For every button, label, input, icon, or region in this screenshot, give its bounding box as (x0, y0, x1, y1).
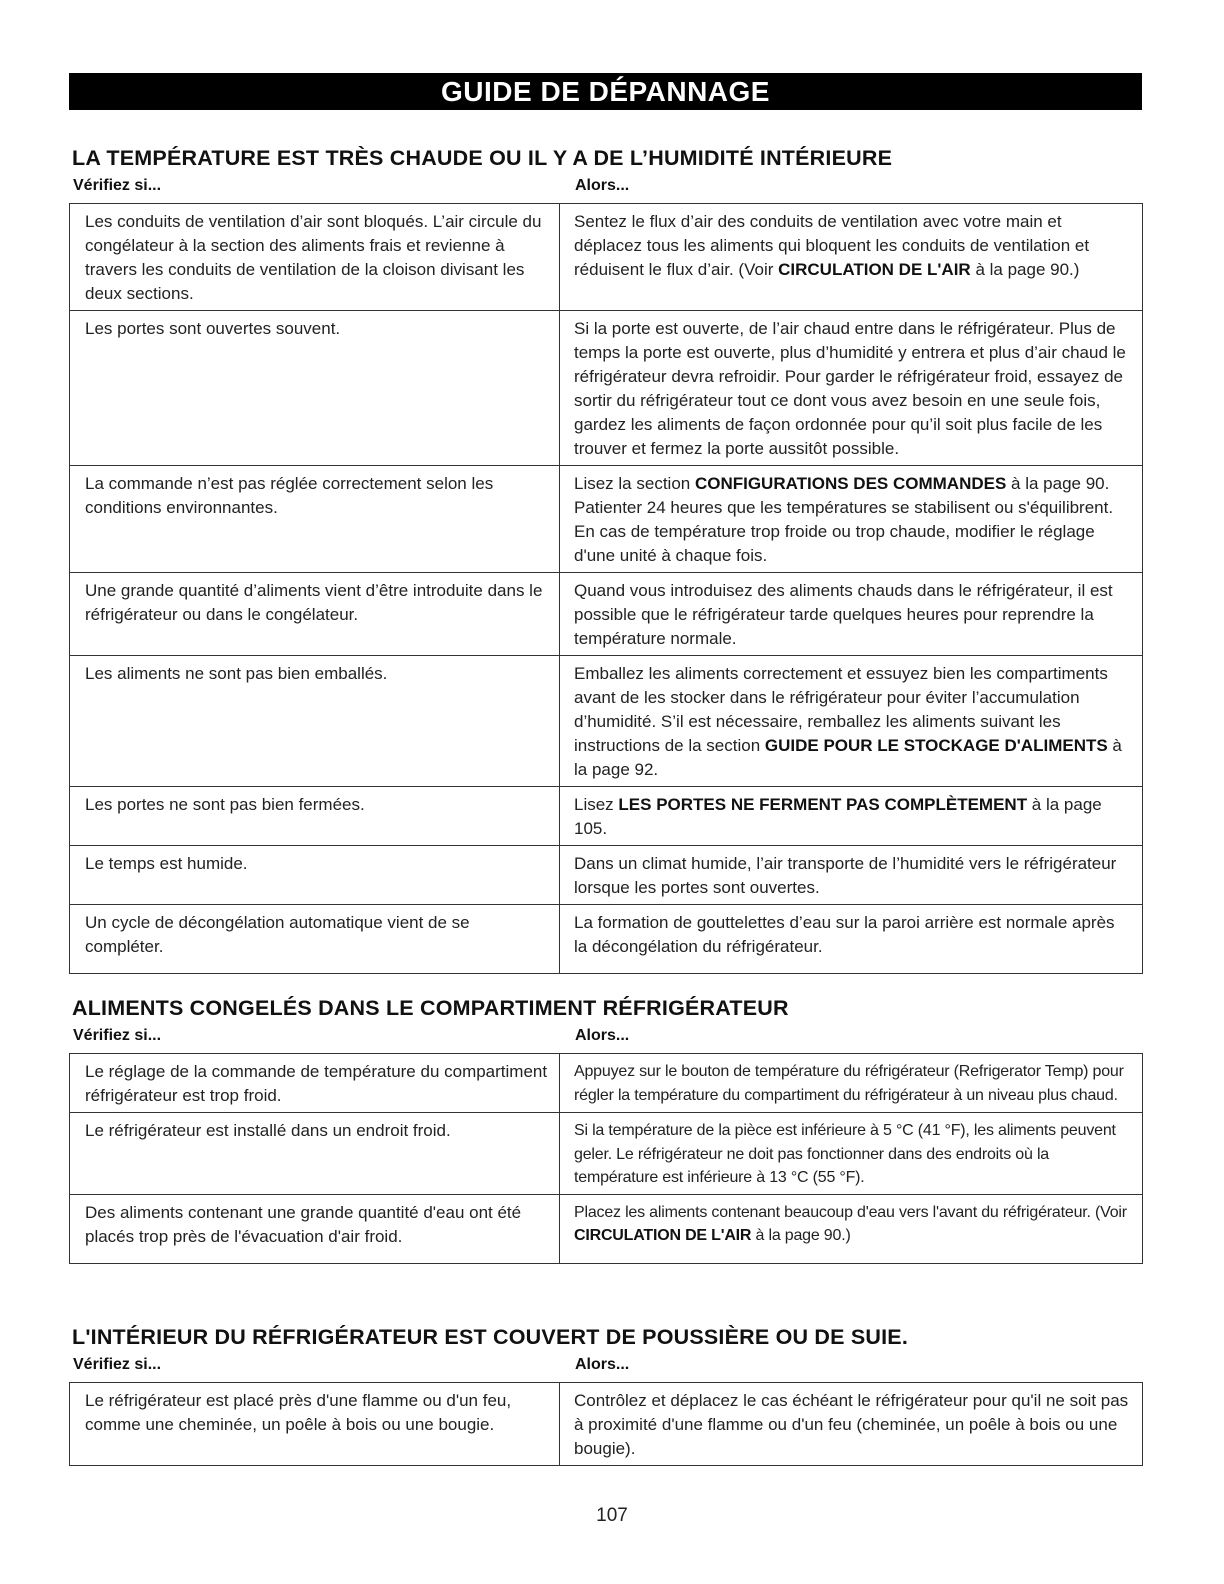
table-row (70, 1054, 1143, 1113)
check-cell: Les conduits de ventilation d’air sont bloqués. L’air circule du congélateur à la section des aliments frais et revienne à travers les conduits de ventilation de la cloison divisant les deux sections. (70, 204, 560, 311)
check-cell: Le réfrigérateur est placé près d'une flamme ou d'un feu, comme une cheminée, un poêle à bois ou une bougie. (70, 1383, 560, 1466)
table-row (70, 573, 1143, 656)
check-cell: Un cycle de décongélation automatique vient de se compléter. (70, 905, 560, 974)
column-header-check: Vérifiez si... (73, 1356, 162, 1373)
solution-cell: Appuyez sur le bouton de température du réfrigérateur (Refrigerator Temp) pour régler la température du compartiment du réfrigérateur à un niveau plus chaud. (560, 1054, 1143, 1113)
solution-cell: Dans un climat humide, l’air transporte de l’humidité vers le réfrigérateur lorsque les portes sont ouvertes. (560, 846, 1143, 905)
check-cell: Les portes ne sont pas bien fermées. (70, 787, 560, 846)
solution-cell: Placez les aliments contenant beaucoup d'eau vers l'avant du réfrigérateur. (Voir CIRCULATION DE L'AIR à la page 90.) (560, 1194, 1143, 1263)
table-row (70, 1194, 1143, 1263)
table-row (70, 466, 1143, 573)
check-cell: Les aliments ne sont pas bien emballés. (70, 656, 560, 787)
section-temperature-humidity (69, 145, 1142, 974)
cross-reference: LES PORTES NE FERMENT PAS COMPLÈTEMENT (618, 795, 1028, 814)
table-row (70, 905, 1143, 974)
check-cell: La commande n’est pas réglée correctement selon les conditions environnantes. (70, 466, 560, 573)
section-dust-soot (69, 1324, 1142, 1466)
troubleshooting-table (69, 1382, 1143, 1466)
solution-cell: Lisez LES PORTES NE FERMENT PAS COMPLÈTEMENT à la page 105. (560, 787, 1143, 846)
solution-cell: Si la température de la pièce est inférieure à 5 °C (41 °F), les aliments peuvent geler. Le réfrigérateur ne doit pas fonctionner dans des endroits où la température est inférieure à 13 °C (55 °F). (560, 1113, 1143, 1195)
table-row (70, 787, 1143, 846)
table-row (70, 846, 1143, 905)
column-header-check: Vérifiez si... (73, 177, 162, 194)
solution-cell: Contrôlez et déplacez le cas échéant le réfrigérateur pour qu'il ne soit pas à proximité d'une flamme ou d'un feu (cheminée, un poêle à bois ou une bougie). (560, 1383, 1143, 1466)
check-cell: Une grande quantité d’aliments vient d’être introduite dans le réfrigérateur ou dans le congélateur. (70, 573, 560, 656)
column-header-then: Alors... (575, 177, 630, 194)
table-row (70, 311, 1143, 466)
check-cell: Le temps est humide. (70, 846, 560, 905)
check-cell: Le réglage de la commande de température du compartiment réfrigérateur est trop froid. (70, 1054, 560, 1113)
column-header-check: Vérifiez si... (73, 1027, 162, 1044)
section-title: L'INTÉRIEUR DU RÉFRIGÉRATEUR EST COUVERT DE POUSSIÈRE OU DE SUIE. (72, 1325, 908, 1349)
table-row (70, 204, 1143, 311)
check-cell: Les portes sont ouvertes souvent. (70, 311, 560, 466)
solution-cell: La formation de gouttelettes d’eau sur la paroi arrière est normale après la décongélation du réfrigérateur. (560, 905, 1143, 974)
solution-cell: Si la porte est ouverte, de l’air chaud entre dans le réfrigérateur. Plus de temps la porte est ouverte, plus d’humidité y entrera et plus d’air chaud le réfrigérateur devra refroidir. Pour garder le réfrigérateur froid, essayez de sortir du réfrigérateur tout ce dont vous avez besoin en une seule fois, gardez les aliments de façon ordonnée pour qu’il soit plus facile de les trouver et fermez la porte aussitôt possible. (560, 311, 1143, 466)
table-row (70, 656, 1143, 787)
solution-cell: Quand vous introduisez des aliments chauds dans le réfrigérateur, il est possible que le réfrigérateur tarde quelques heures pour reprendre la température normale. (560, 573, 1143, 656)
table-row (70, 1113, 1143, 1195)
cross-reference: CIRCULATION DE L'AIR (778, 260, 971, 279)
page-number: 107 (596, 1505, 628, 1526)
check-cell: Des aliments contenant une grande quantité d'eau ont été placés trop près de l'évacuation d'air froid. (70, 1194, 560, 1263)
check-cell: Le réfrigérateur est installé dans un endroit froid. (70, 1113, 560, 1195)
column-header-then: Alors... (575, 1356, 630, 1373)
section-frozen-food (69, 995, 1142, 1264)
solution-cell: Lisez la section CONFIGURATIONS DES COMMANDES à la page 90. Patienter 24 heures que les températures se stabilisent ou s'équilibrent. En cas de température trop froide ou trop chaude, modifier le réglage d'une unité à chaque fois. (560, 466, 1143, 573)
troubleshooting-table (69, 203, 1143, 974)
solution-cell: Emballez les aliments correctement et essuyez bien les compartiments avant de les stocker dans le réfrigérateur pour éviter l’accumulation d’humidité. S’il est nécessaire, remballez les aliments suivant les instructions de la section GUIDE POUR LE STOCKAGE D'ALIMENTS à la page 92. (560, 656, 1143, 787)
cross-reference: CONFIGURATIONS DES COMMANDES (694, 474, 1007, 493)
section-title: LA TEMPÉRATURE EST TRÈS CHAUDE OU IL Y A DE L’HUMIDITÉ INTÉRIEURE (72, 146, 893, 170)
solution-cell: Sentez le flux d’air des conduits de ventilation avec votre main et déplacez tous les aliments qui bloquent les conduits de ventilation et réduisent le flux d’air. (Voir CIRCULATION DE L'AIR à la page 90.) (560, 204, 1143, 311)
column-header-then: Alors... (575, 1027, 630, 1044)
cross-reference: GUIDE POUR LE STOCKAGE D'ALIMENTS (764, 736, 1108, 755)
troubleshooting-table (69, 1053, 1143, 1264)
table-row (70, 1383, 1143, 1466)
page-banner: GUIDE DE DÉPANNAGE (69, 73, 1142, 110)
cross-reference: CIRCULATION DE L'AIR (574, 1227, 752, 1244)
section-title: ALIMENTS CONGELÉS DANS LE COMPARTIMENT RÉFRIGÉRATEUR (72, 996, 789, 1020)
